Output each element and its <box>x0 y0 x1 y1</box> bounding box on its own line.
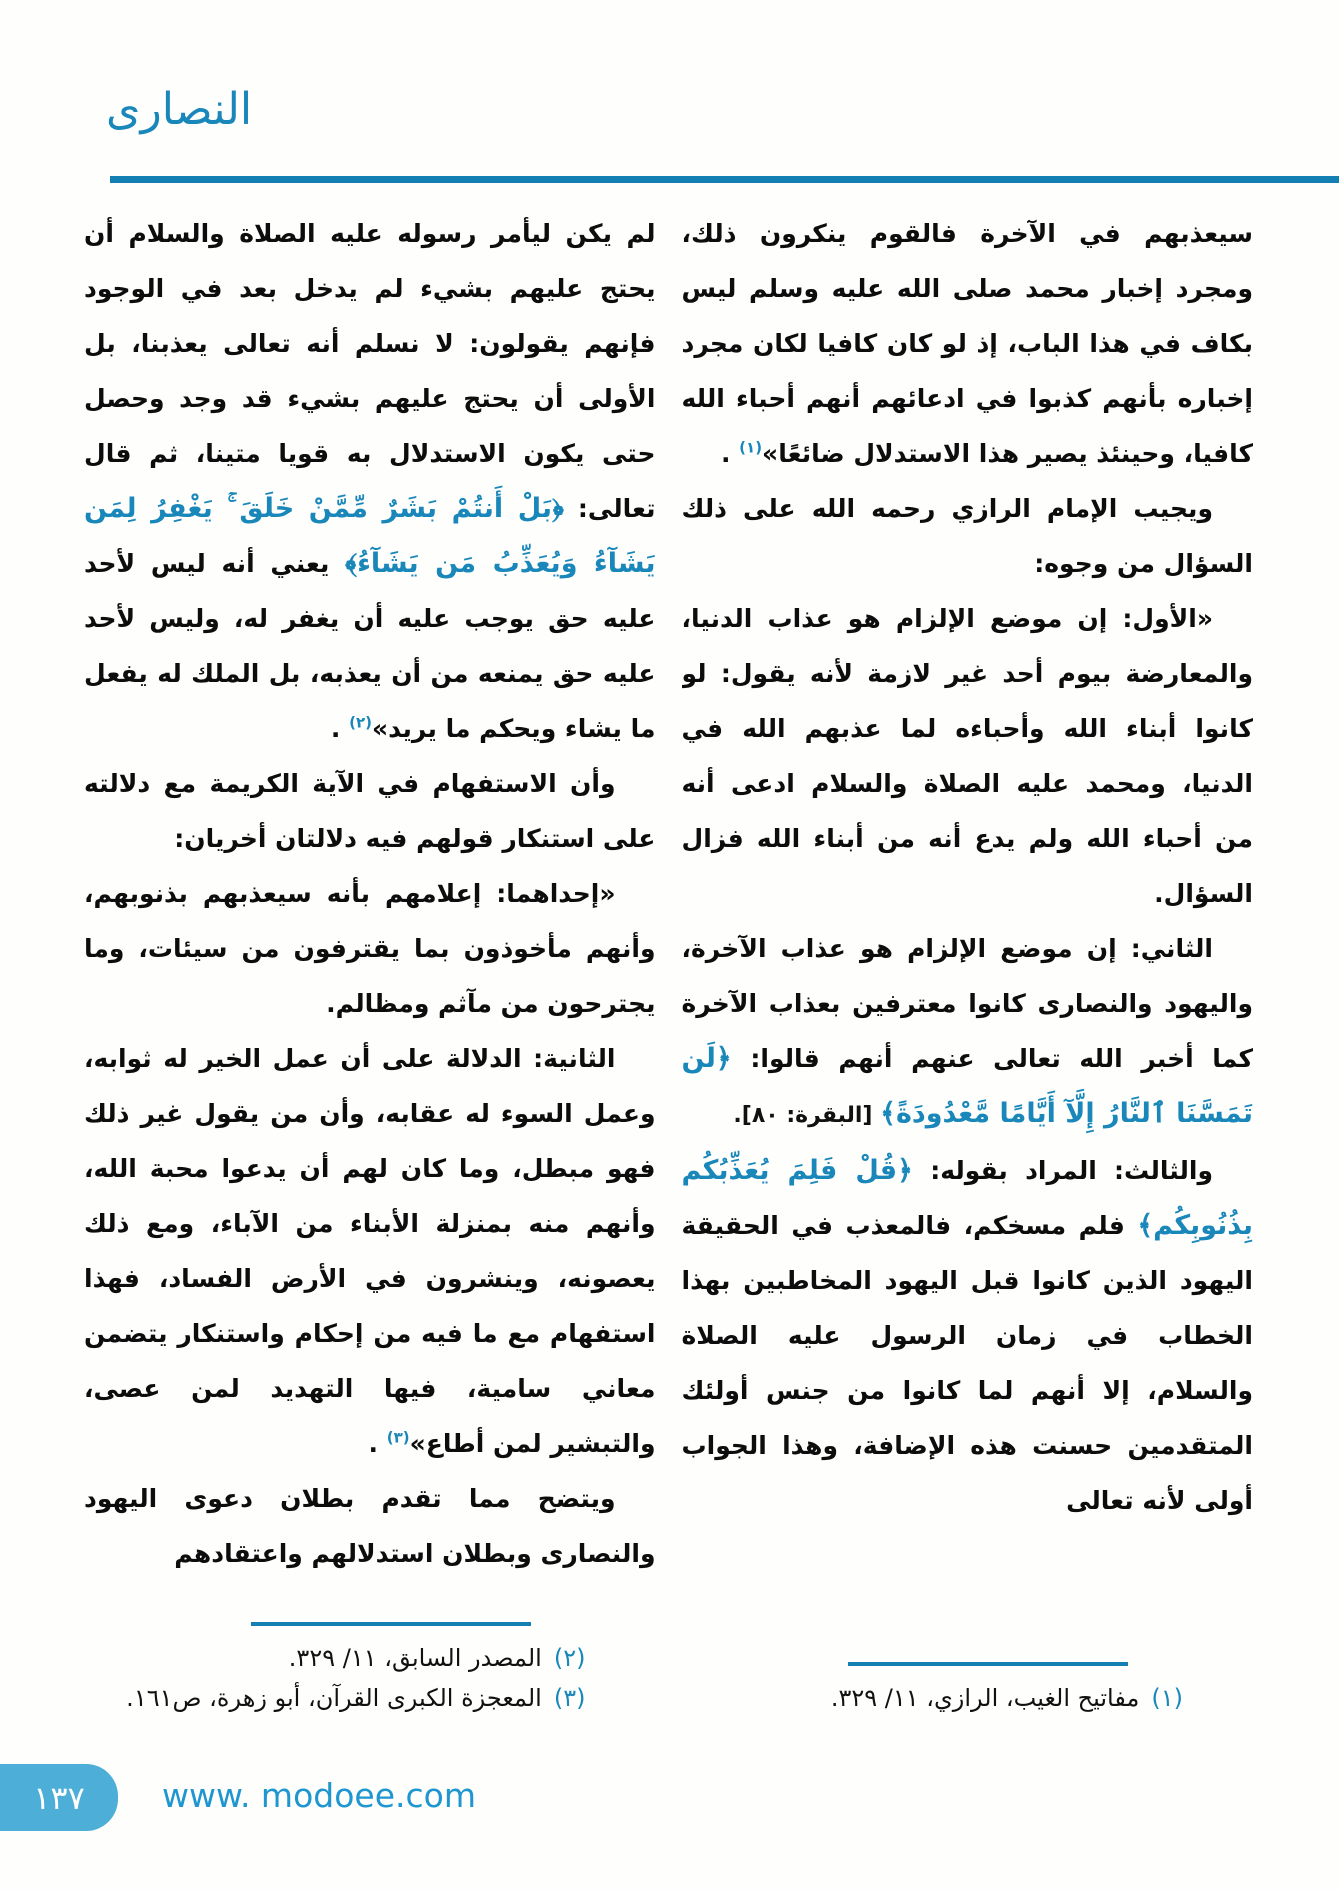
footnote-separator <box>848 1662 1128 1666</box>
footnote-item <box>84 1638 656 1678</box>
page-header-title: النصارى <box>106 84 253 135</box>
paragraph <box>682 921 1254 1143</box>
footnotes-right <box>682 1656 1254 1758</box>
text-run: والثالث: المراد بقوله: <box>912 1156 1213 1185</box>
paragraph <box>84 1031 656 1471</box>
footnote-item <box>682 1678 1254 1718</box>
footnote-separator <box>251 1622 531 1626</box>
paragraph <box>682 591 1254 921</box>
quran-verse: ﴿بَلْ أَنتُمْ بَشَرٌ مِّمَّنْ خَلَقَ ۚ يَغْفِرُ لِمَن يَشَآءُ وَيُعَذِّبُ مَن يَشَآءُ﴾ <box>84 493 656 579</box>
footnote-text: مفاتيح الغيب، الرازي، ١١/ ٣٢٩. <box>830 1684 1140 1712</box>
page-number: ١٣٧ <box>33 1778 85 1817</box>
footnote-text: المصدر السابق، ١١/ ٣٢٩. <box>288 1644 542 1672</box>
site-url: www. modoee.com <box>162 1776 476 1815</box>
quran-verse: ﴿قُلْ فَلِمَ يُعَذِّبُكُم بِذُنُوبِكُم﴾ <box>681 1155 1253 1241</box>
footnote-text: المعجزة الكبرى القرآن، أبو زهرة، ص١٦١. <box>126 1684 542 1712</box>
paragraphs-left <box>84 206 656 1581</box>
paragraph <box>84 866 656 1031</box>
text-columns <box>84 206 1253 1758</box>
paragraphs-right <box>682 206 1254 1528</box>
footnote-marker: (٢) <box>553 1644 586 1672</box>
text-run: لم يكن ليأمر رسوله عليه الصلاة والسلام أن يحتج عليهم بشيء لم يدخل بعد في الوجود فإنهم يقولون: لا نسلم أنه تعالى يعذبنا، بل الأولى أن يحتج عليهم بشيء قد وجد وحصل حتى يكون الاستدلال به قويا متينا، ثم قال تعالى: <box>84 219 656 523</box>
paragraph <box>682 481 1254 591</box>
page-number-tab <box>0 1764 118 1831</box>
text-run: «الأول: إن موضع الإلزام هو عذاب الدنيا، والمعارضة بيوم أحد غير لازمة لأنه يقول: لو كانوا أبناء الله وأحباءه لما عذبهم الله في الدنيا، ومحمد عليه الصلاة والسلام ادعى أنه من أحباء الله ولم يدع أنه من أبناء الله فزال السؤال. <box>681 604 1253 908</box>
paragraph <box>682 206 1254 481</box>
text-run: يعني أنه ليس لأحد عليه حق يوجب عليه أن يغفر له، وليس لأحد عليه حق يمنعه من أن يعذبه، بل الملك له يفعل ما يشاء ويحكم ما يريد» <box>84 549 656 743</box>
footnotes-left <box>84 1616 656 1758</box>
footnote-marker: (٣) <box>553 1684 586 1712</box>
text-run: . <box>330 714 350 743</box>
text-run: فلم مسخكم، فالمعذب في الحقيقة اليهود الذين كانوا قبل اليهود المخاطبين بهذا الخطاب في زمان الرسول عليه الصلاة والسلام، إلا أنهم لما كانوا من جنس أولئك المتقدمين حسنت هذه الإضافة، وهذا الجواب أولى لأنه تعالى <box>681 1211 1253 1515</box>
footnote-item <box>84 1678 656 1718</box>
footnote-ref: (٣) <box>386 1428 410 1447</box>
column-left <box>84 206 656 1758</box>
text-run: الثانية: الدلالة على أن عمل الخير له ثوابه، وعمل السوء له عقابه، وأن من يقول غير ذلك فهو مبطل، وما كان لهم أن يدعوا محبة الله، وأنهم منه بمنزلة الأبناء من الآباء، ومع ذلك يعصونه، وينشرون في الأرض الفساد، فهذا استفهام مع ما فيه من إحكام واستنكار يتضمن معاني سامية، فيها التهديد لمن عصى، والتبشير لمن أطاع» <box>84 1044 656 1458</box>
paragraph <box>682 1143 1254 1528</box>
text-run: . <box>720 439 740 468</box>
paragraph <box>84 1471 656 1581</box>
footnote-ref: (١) <box>739 438 763 457</box>
paragraph <box>84 756 656 866</box>
verse-citation: [البقرة: ٨٠]. <box>733 1103 881 1128</box>
footnote-ref: (٢) <box>349 713 372 732</box>
header-rule <box>110 176 1339 183</box>
text-run: ويجيب الإمام الرازي رحمه الله على ذلك السؤال من وجوه: <box>681 494 1253 578</box>
text-run: . <box>368 1429 387 1458</box>
text-run: الثاني: إن موضع الإلزام هو عذاب الآخرة، واليهود والنصارى كانوا معترفين بعذاب الآخرة كما أخبر الله تعالى عنهم أنهم قالوا: <box>681 934 1253 1073</box>
text-run: ويتضح مما تقدم بطلان دعوى اليهود والنصارى وبطلان استدلالهم واعتقادهم <box>84 1484 656 1568</box>
quran-verse: ﴿لَن تَمَسَّنَا ٱلنَّارُ إِلَّآ أَيَّامًا مَّعْدُودَةً﴾ <box>681 1043 1253 1129</box>
text-run: وأن الاستفهام في الآية الكريمة مع دلالته على استنكار قولهم فيه دلالتان أخريان: <box>84 769 656 853</box>
text-run: سيعذبهم في الآخرة فالقوم ينكرون ذلك، ومجرد إخبار محمد صلى الله عليه وسلم ليس بكاف في هذا الباب، إذ لو كان كافيا لكان مجرد إخباره بأنهم كذبوا في ادعائهم أنهم أحباء الله كافيا، وحينئذ يصير هذا الاستدلال ضائعًا» <box>681 219 1253 468</box>
paragraph <box>84 206 656 756</box>
footnote-marker: (١) <box>1151 1684 1183 1712</box>
column-right <box>682 206 1254 1758</box>
text-run: «إحداهما: إعلامهم بأنه سيعذبهم بذنوبهم، وأنهم مأخوذون بما يقترفون من سيئات، وما يجترحون من مآثم ومظالم. <box>84 879 656 1018</box>
